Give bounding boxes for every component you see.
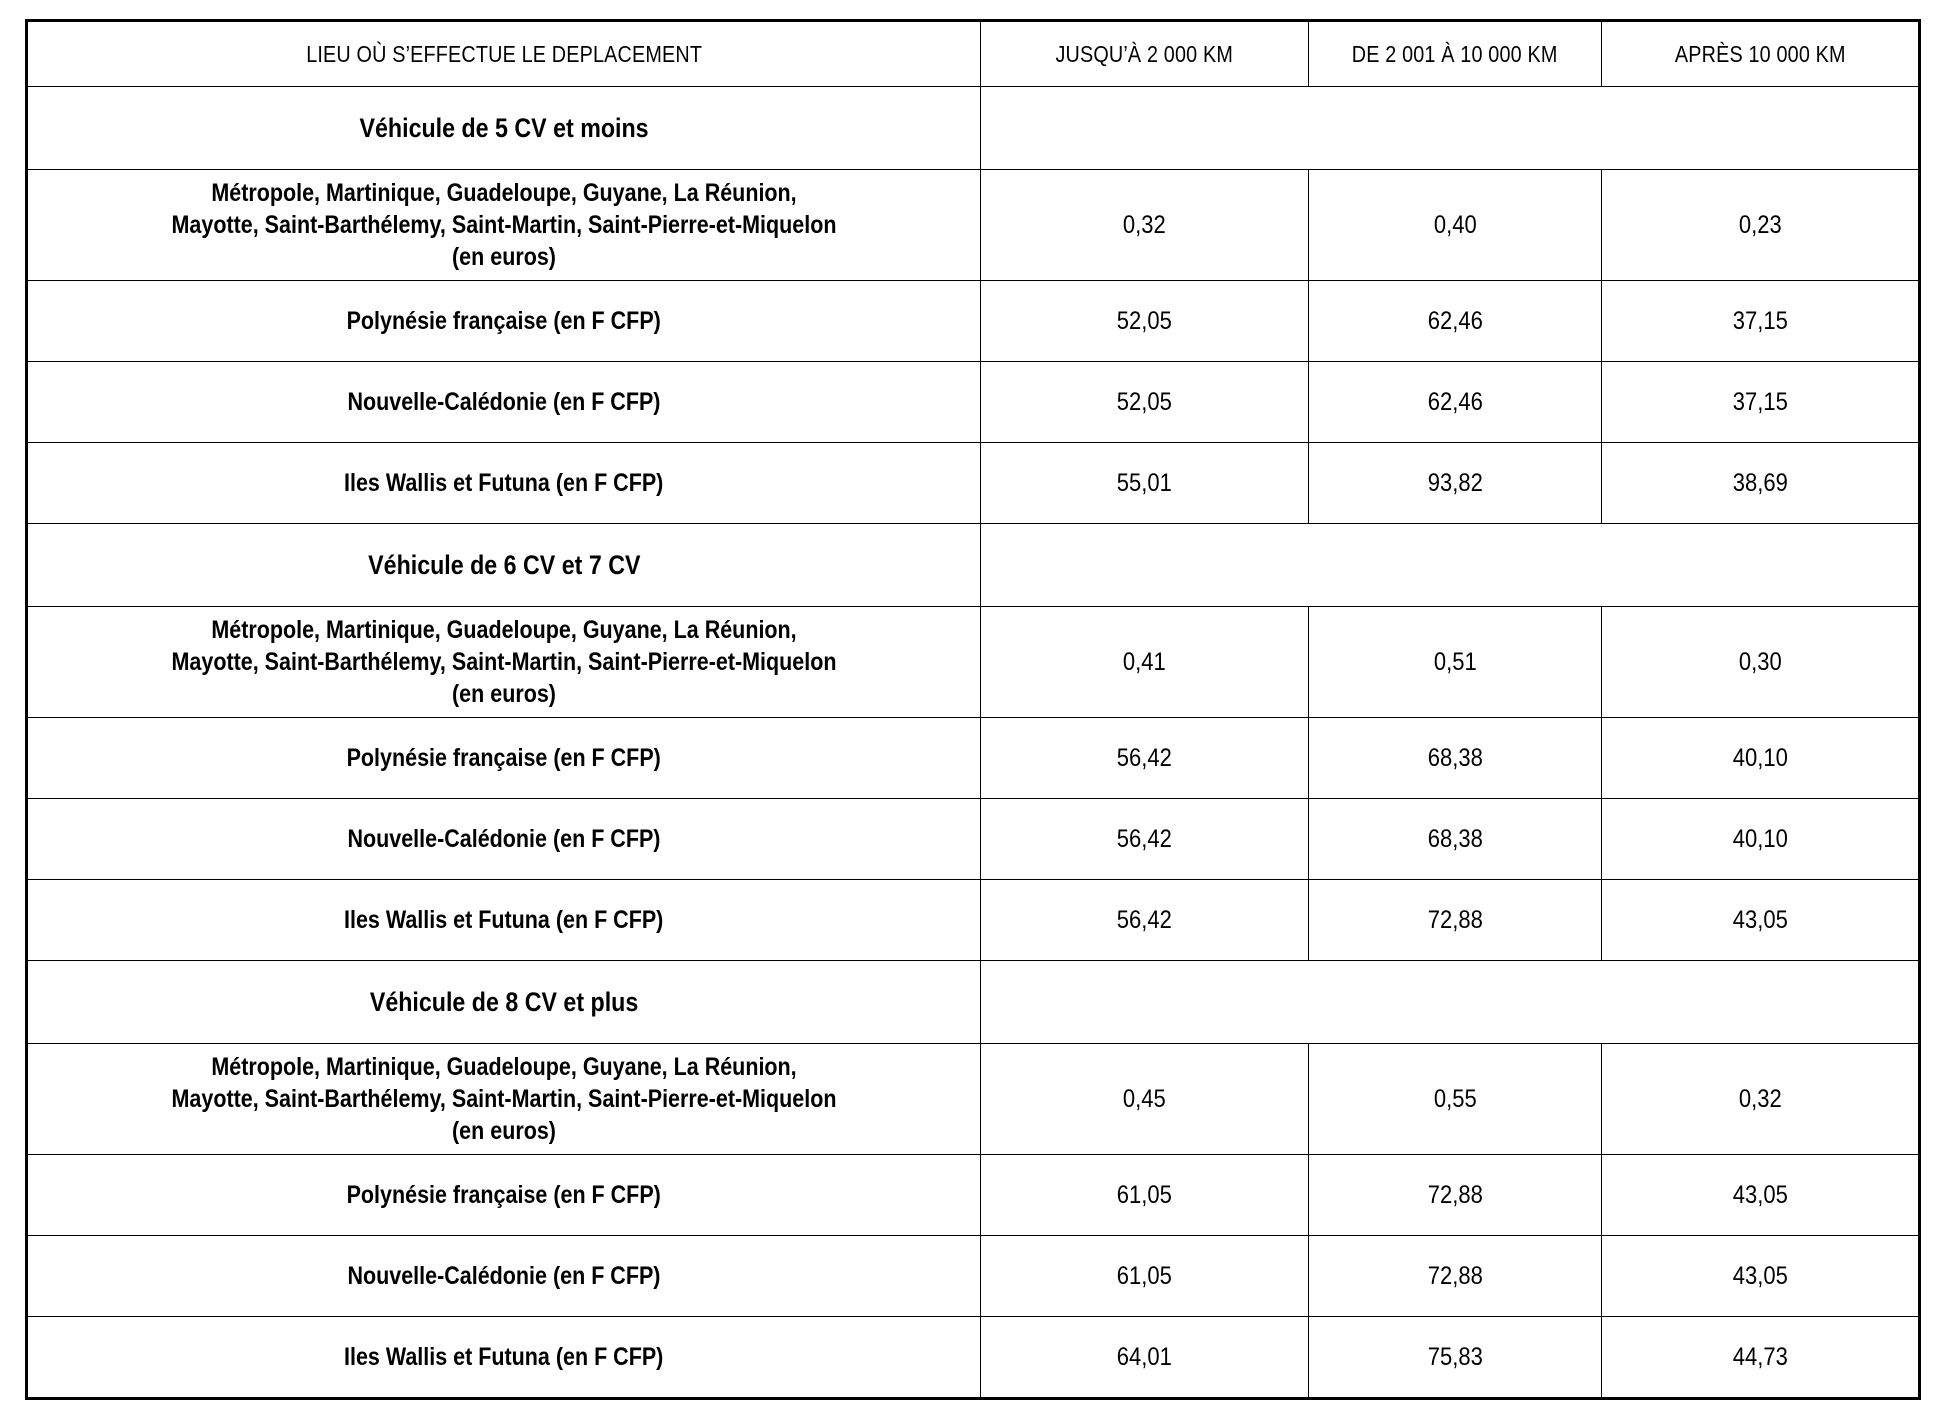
rate-cell-2: 75,83 xyxy=(1309,1317,1602,1399)
rate-cell-1: 0,41 xyxy=(981,607,1309,718)
lieu-cell: Polynésie française (en F CFP) xyxy=(27,281,981,362)
rates-table-container xyxy=(25,19,1918,1400)
section-row xyxy=(27,961,1920,1044)
lieu-cell: Métropole, Martinique, Guadeloupe, Guyane, La Réunion, Mayotte, Saint-Barthélemy, Saint-Martin, Saint-Pierre-et-Miquelon (en euros) xyxy=(27,1044,981,1155)
rate-cell-2: 72,88 xyxy=(1309,1236,1602,1317)
table-row xyxy=(27,1317,1920,1399)
table-row xyxy=(27,799,1920,880)
rate-cell-3: 0,32 xyxy=(1602,1044,1920,1155)
rate-cell-1: 64,01 xyxy=(981,1317,1309,1399)
rate-cell-3: 43,05 xyxy=(1602,1155,1920,1236)
rate-cell-3: 0,30 xyxy=(1602,607,1920,718)
rate-cell-1: 61,05 xyxy=(981,1236,1309,1317)
section-title: Véhicule de 8 CV et plus xyxy=(27,961,981,1044)
table-row xyxy=(27,281,1920,362)
table-row xyxy=(27,880,1920,961)
table-row xyxy=(27,607,1920,718)
lieu-cell: Polynésie française (en F CFP) xyxy=(27,718,981,799)
rate-cell-1: 0,32 xyxy=(981,170,1309,281)
lieu-cell: Polynésie française (en F CFP) xyxy=(27,1155,981,1236)
rate-cell-3: 37,15 xyxy=(1602,362,1920,443)
section-title: Véhicule de 6 CV et 7 CV xyxy=(27,524,981,607)
rate-cell-2: 93,82 xyxy=(1309,443,1602,524)
mileage-rates-table xyxy=(25,19,1921,1400)
rate-cell-2: 72,88 xyxy=(1309,880,1602,961)
section-row xyxy=(27,524,1920,607)
rate-cell-2: 72,88 xyxy=(1309,1155,1602,1236)
lieu-cell: Métropole, Martinique, Guadeloupe, Guyane, La Réunion, Mayotte, Saint-Barthélemy, Saint-Martin, Saint-Pierre-et-Miquelon (en euros) xyxy=(27,170,981,281)
rate-cell-3: 37,15 xyxy=(1602,281,1920,362)
table-row xyxy=(27,362,1920,443)
rate-cell-3: 40,10 xyxy=(1602,718,1920,799)
rate-cell-1: 56,42 xyxy=(981,718,1309,799)
rate-cell-2: 0,55 xyxy=(1309,1044,1602,1155)
rate-cell-3: 43,05 xyxy=(1602,1236,1920,1317)
section-empty-cell xyxy=(981,524,1920,607)
rate-cell-3: 40,10 xyxy=(1602,799,1920,880)
section-row xyxy=(27,87,1920,170)
table-row xyxy=(27,1155,1920,1236)
rate-cell-1: 52,05 xyxy=(981,362,1309,443)
rate-cell-3: 44,73 xyxy=(1602,1317,1920,1399)
lieu-cell: Nouvelle-Calédonie (en F CFP) xyxy=(27,799,981,880)
table-header-row xyxy=(27,21,1920,87)
rate-cell-1: 56,42 xyxy=(981,880,1309,961)
rate-cell-1: 61,05 xyxy=(981,1155,1309,1236)
table-row xyxy=(27,170,1920,281)
section-title: Véhicule de 5 CV et moins xyxy=(27,87,981,170)
rate-cell-2: 0,40 xyxy=(1309,170,1602,281)
rate-cell-3: 0,23 xyxy=(1602,170,1920,281)
rate-cell-1: 52,05 xyxy=(981,281,1309,362)
table-row xyxy=(27,1044,1920,1155)
rate-cell-1: 55,01 xyxy=(981,443,1309,524)
rate-cell-2: 68,38 xyxy=(1309,799,1602,880)
lieu-cell: Métropole, Martinique, Guadeloupe, Guyane, La Réunion, Mayotte, Saint-Barthélemy, Saint-Martin, Saint-Pierre-et-Miquelon (en euros) xyxy=(27,607,981,718)
rate-cell-2: 0,51 xyxy=(1309,607,1602,718)
rate-cell-2: 68,38 xyxy=(1309,718,1602,799)
rate-cell-2: 62,46 xyxy=(1309,281,1602,362)
lieu-cell: Iles Wallis et Futuna (en F CFP) xyxy=(27,443,981,524)
header-jusqu-2000: JUSQU’À 2 000 KM xyxy=(981,21,1309,87)
table-row xyxy=(27,443,1920,524)
rate-cell-2: 62,46 xyxy=(1309,362,1602,443)
rate-cell-3: 38,69 xyxy=(1602,443,1920,524)
table-row xyxy=(27,718,1920,799)
section-empty-cell xyxy=(981,961,1920,1044)
lieu-cell: Iles Wallis et Futuna (en F CFP) xyxy=(27,1317,981,1399)
header-apres-10000: APRÈS 10 000 KM xyxy=(1602,21,1920,87)
table-row xyxy=(27,1236,1920,1317)
rate-cell-3: 43,05 xyxy=(1602,880,1920,961)
header-2001-10000: DE 2 001 À 10 000 KM xyxy=(1309,21,1602,87)
lieu-cell: Nouvelle-Calédonie (en F CFP) xyxy=(27,1236,981,1317)
rate-cell-1: 56,42 xyxy=(981,799,1309,880)
header-lieu: LIEU OÙ S’EFFECTUE LE DEPLACEMENT xyxy=(27,21,981,87)
rate-cell-1: 0,45 xyxy=(981,1044,1309,1155)
lieu-cell: Nouvelle-Calédonie (en F CFP) xyxy=(27,362,981,443)
lieu-cell: Iles Wallis et Futuna (en F CFP) xyxy=(27,880,981,961)
section-empty-cell xyxy=(981,87,1920,170)
table-body xyxy=(27,87,1920,1399)
